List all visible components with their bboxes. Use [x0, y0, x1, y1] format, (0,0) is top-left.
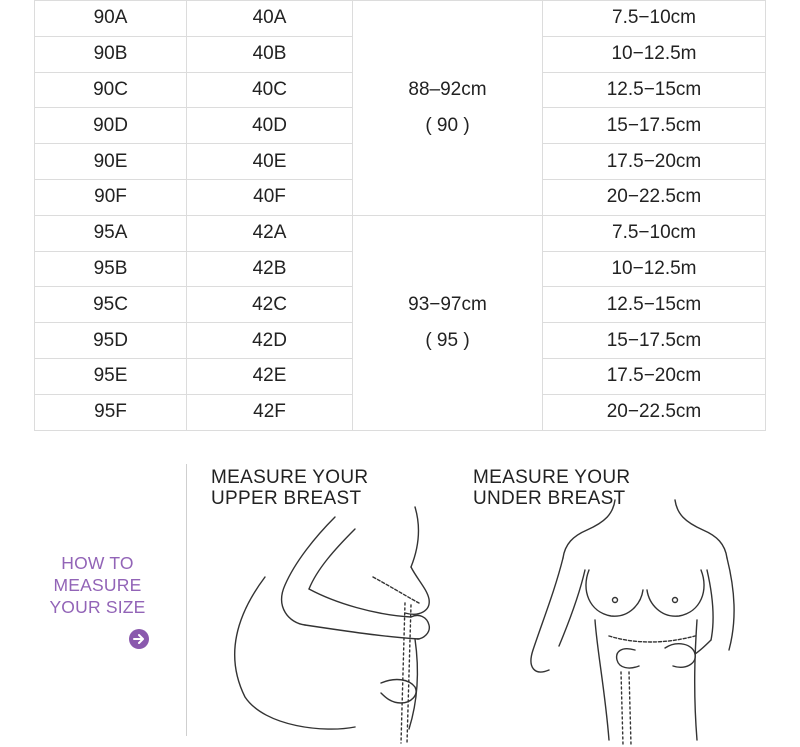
bust-difference-cell: 7.5−10cm: [543, 215, 766, 251]
eu-size-cell: 95A: [35, 215, 187, 251]
howto-line-3: YOUR SIZE: [49, 597, 146, 617]
size-table: [34, 0, 766, 431]
eu-size-cell: 95F: [35, 394, 187, 430]
upper-caption-line-2: UPPER BREAST: [211, 488, 362, 509]
us-size-cell: 40A: [187, 1, 353, 37]
under-caption-line-1: MEASURE YOUR: [473, 467, 631, 488]
bust-difference-cell: 20−22.5cm: [543, 179, 766, 215]
eu-size-cell: 95D: [35, 323, 187, 359]
bust-difference-cell: 7.5−10cm: [543, 1, 766, 37]
table-row: [35, 1, 766, 37]
bust-difference-cell: 12.5−15cm: [543, 72, 766, 108]
upper-breast-illustration: [205, 507, 445, 747]
howto-line-2: MEASURE: [53, 575, 142, 595]
eu-size-cell: 90A: [35, 1, 187, 37]
bust-difference-cell: 17.5−20cm: [543, 358, 766, 394]
us-size-cell: 42F: [187, 394, 353, 430]
us-size-cell: 42E: [187, 358, 353, 394]
eu-size-cell: 95E: [35, 358, 187, 394]
upper-caption-line-1: MEASURE YOUR: [211, 467, 369, 488]
under-breast-illustration: [525, 500, 765, 745]
bust-difference-cell: 15−17.5cm: [543, 323, 766, 359]
us-size-cell: 42D: [187, 323, 353, 359]
underbust-range-cell: [353, 1, 543, 216]
underbust-code: ( 95 ): [425, 329, 470, 351]
under-caption-line-2: UNDER BREAST: [473, 488, 626, 509]
eu-size-cell: 90B: [35, 36, 187, 72]
us-size-cell: 40F: [187, 179, 353, 215]
eu-size-cell: 90F: [35, 179, 187, 215]
bust-difference-cell: 17.5−20cm: [543, 144, 766, 180]
us-size-cell: 40C: [187, 72, 353, 108]
upper-breast-caption: [211, 467, 368, 509]
howto-line-1: HOW TO: [61, 553, 134, 573]
bust-difference-cell: 10−12.5m: [543, 36, 766, 72]
us-size-cell: 40E: [187, 144, 353, 180]
us-size-cell: 42C: [187, 287, 353, 323]
table-row: [35, 215, 766, 251]
underbust-range: 93−97cm: [408, 293, 487, 315]
eu-size-cell: 95C: [35, 287, 187, 323]
bust-difference-cell: 15−17.5cm: [543, 108, 766, 144]
us-size-cell: 40B: [187, 36, 353, 72]
eu-size-cell: 90D: [35, 108, 187, 144]
bust-difference-cell: 12.5−15cm: [543, 287, 766, 323]
size-table-body: [35, 1, 766, 431]
guide-divider: [186, 464, 187, 736]
underbust-range: 88–92cm: [408, 78, 487, 100]
us-size-cell: 42A: [187, 215, 353, 251]
eu-size-cell: 90C: [35, 72, 187, 108]
us-size-cell: 42B: [187, 251, 353, 287]
arrow-right-circle-icon[interactable]: [129, 629, 149, 649]
bust-difference-cell: 20−22.5cm: [543, 394, 766, 430]
us-size-cell: 40D: [187, 108, 353, 144]
underbust-code: ( 90 ): [425, 114, 470, 136]
eu-size-cell: 95B: [35, 251, 187, 287]
how-to-measure-heading: [40, 552, 155, 618]
underbust-range-cell: [353, 215, 543, 430]
bust-difference-cell: 10−12.5m: [543, 251, 766, 287]
eu-size-cell: 90E: [35, 144, 187, 180]
measure-guide: [0, 452, 800, 747]
